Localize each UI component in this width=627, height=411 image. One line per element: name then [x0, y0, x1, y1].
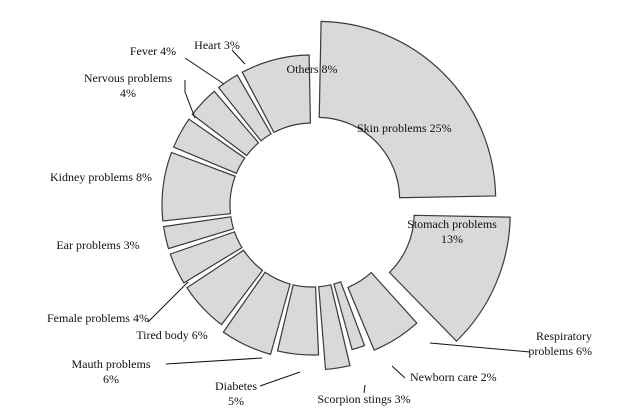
label-newborn-care [410, 370, 497, 384]
label-line: Female problems 4% [47, 311, 149, 325]
label-ear-problems [56, 238, 139, 252]
label-line: Respiratory [536, 329, 592, 343]
label-female-problems [47, 311, 149, 325]
leader-line-fever [185, 58, 224, 84]
label-line: Nervous problems [83, 71, 173, 85]
leader-line-mauth-problems [166, 358, 262, 364]
label-respiratory-problems [528, 329, 592, 358]
label-line: 6% [103, 372, 119, 386]
label-others [287, 62, 338, 76]
label-line: Scorpion stings 3% [317, 392, 411, 406]
label-heart [194, 38, 240, 52]
leader-line-newborn-care [392, 366, 405, 378]
label-skin-problems [357, 121, 452, 135]
label-line: Newborn care 2% [410, 370, 497, 384]
label-nervous-problems [84, 71, 173, 100]
label-line: Kidney problems 8% [50, 170, 152, 184]
label-tired-body [136, 328, 208, 342]
label-line: Tired body 6% [136, 328, 208, 342]
label-mauth-problems [72, 357, 151, 386]
label-line: Ear problems 3% [56, 238, 140, 252]
label-kidney-problems [50, 170, 152, 184]
label-line: Others 8% [286, 62, 338, 76]
label-line: Heart 3% [194, 38, 240, 52]
leader-line-respiratory-problems [430, 343, 530, 352]
label-line: Stomach problems [407, 217, 497, 231]
label-line: 13% [441, 232, 463, 246]
label-line: problems 6% [528, 344, 592, 358]
leader-line-diabetes [260, 372, 300, 386]
label-line: Mauth problems [71, 357, 151, 371]
slice-skin-problems [319, 21, 495, 197]
label-line: Fever 4% [129, 44, 177, 58]
leader-line-heart [232, 50, 245, 64]
label-line: 4% [120, 86, 136, 100]
label-diabetes [215, 379, 257, 408]
label-line: Diabetes [215, 379, 257, 393]
label-scorpion-stings [317, 392, 410, 406]
leader-line-female-problems [148, 282, 188, 322]
label-line: Skin problems 25% [357, 121, 452, 135]
label-fever [130, 44, 176, 58]
label-line: 5% [228, 394, 244, 408]
